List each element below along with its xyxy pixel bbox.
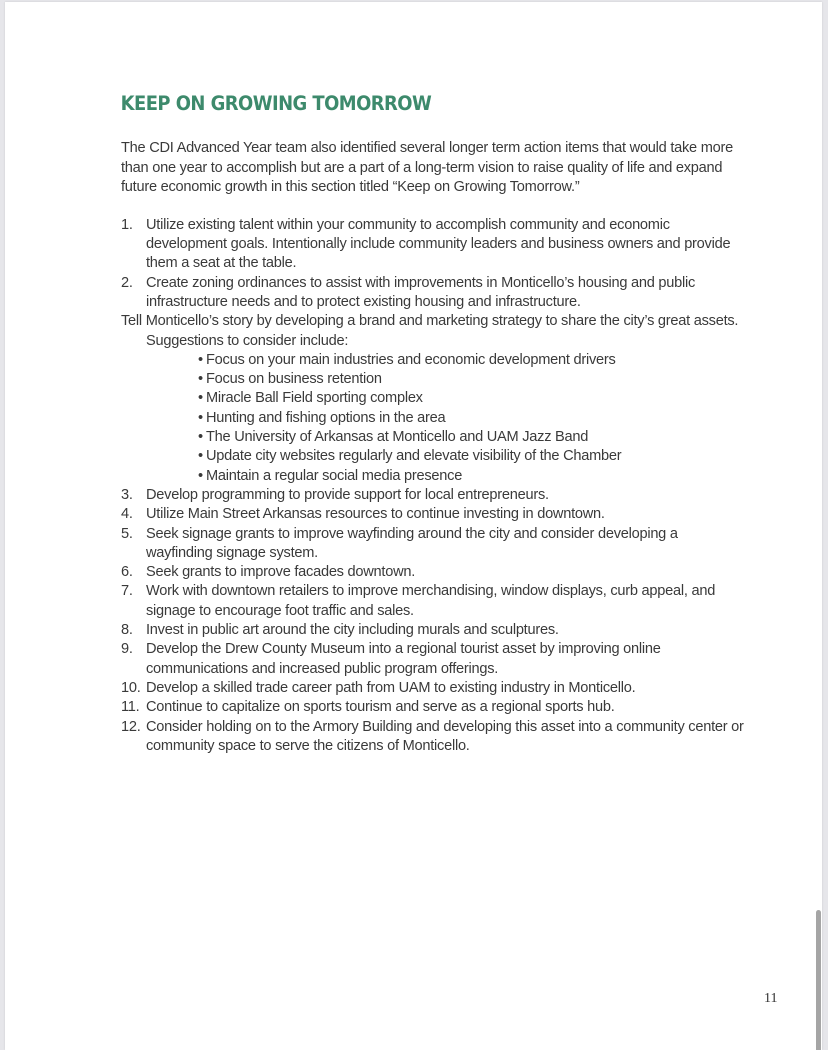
item-number: 1.	[121, 216, 133, 233]
list-item	[117, 525, 746, 564]
item-text: Seek grants to improve facades downtown.	[146, 564, 416, 581]
item-text: Utilize Main Street Arkansas resources to continue investing in downtown.	[146, 506, 605, 523]
document-page	[5, 2, 822, 1050]
section-title: KEEP ON GROWING TOMORROW	[120, 92, 432, 115]
item-text: Create zoning ordinances to assist with improvements in Monticello’s housing and public infrastructure needs and to protect existing housing and infrastructure.	[146, 274, 696, 310]
item-number: 8.	[121, 622, 133, 639]
list-item	[117, 505, 746, 524]
item-number: 2.	[121, 274, 133, 291]
item-text: Develop programming to provide support for local entrepreneurs.	[146, 486, 549, 503]
bullet-icon: •	[198, 390, 203, 407]
item-text: Seek signage grants to improve wayfinding around the city and consider developing a wayfinding signage system.	[146, 525, 678, 561]
suggestion-item	[146, 447, 746, 466]
list-item	[117, 640, 746, 679]
action-items-list	[117, 216, 757, 756]
suggestion-text: Update city websites regularly and elevate visibility of the Chamber	[206, 448, 622, 465]
item-text: Continue to capitalize on sports tourism and serve as a regional sports hub.	[146, 699, 615, 716]
item-text: Utilize existing talent within your community to accomplish community and economic development goals. Intentionally include community leaders and business owners and provide them a seat at the table.	[146, 216, 731, 272]
list-item	[117, 582, 746, 621]
bullet-icon: •	[198, 351, 203, 368]
list-item	[117, 718, 746, 757]
item-text: Consider holding on to the Armory Building and developing this asset into a community center or community space to serve the citizens of Monticello.	[146, 718, 744, 754]
bullet-icon: •	[198, 448, 203, 465]
bullet-icon: •	[198, 371, 203, 388]
item-text: Tell Monticello’s story by developing a brand and marketing strategy to share the city’s great assets. Suggestions to consider include:	[121, 313, 739, 349]
suggestion-item	[146, 409, 746, 428]
item-text: Develop a skilled trade career path from UAM to existing industry in Monticello.	[146, 679, 636, 696]
list-item	[117, 563, 746, 582]
item-text: Develop the Drew County Museum into a regional tourist asset by improving online communications and increased public program offerings.	[146, 641, 661, 677]
list-item	[117, 621, 746, 640]
suggestion-text: Miracle Ball Field sporting complex	[206, 390, 423, 407]
list-item	[117, 679, 746, 698]
item-number: 9.	[121, 641, 133, 658]
list-item-story	[117, 312, 746, 486]
item-number: 10.	[121, 679, 141, 696]
page-number: 11	[764, 991, 778, 1006]
list-item	[117, 698, 746, 717]
suggestions-list	[146, 351, 746, 486]
bullet-icon: •	[198, 429, 203, 446]
page-content	[117, 90, 757, 756]
suggestion-text: Hunting and fishing options in the area	[206, 409, 446, 426]
suggestion-item	[146, 467, 746, 486]
item-number: 3.	[121, 486, 133, 503]
item-text: Work with downtown retailers to improve merchandising, window displays, curb appeal, and signage to encourage foot traffic and sales.	[146, 583, 716, 619]
suggestion-item	[146, 428, 746, 447]
item-number: 6.	[121, 564, 133, 581]
suggestion-text: The University of Arkansas at Monticello and UAM Jazz Band	[206, 429, 589, 446]
item-number: 12.	[121, 718, 141, 735]
list-item	[117, 216, 746, 274]
suggestion-item	[146, 351, 746, 370]
suggestion-item	[146, 370, 746, 389]
bullet-icon: •	[198, 409, 203, 426]
item-number: 4.	[121, 506, 133, 523]
bullet-icon: •	[198, 467, 203, 484]
item-number: 11.	[121, 699, 140, 716]
item-number: 5.	[121, 525, 133, 542]
suggestion-text: Focus on your main industries and economic development drivers	[206, 351, 616, 368]
item-number: 7.	[121, 583, 133, 600]
suggestion-text: Maintain a regular social media presence	[206, 467, 463, 484]
list-item	[117, 486, 746, 505]
intro-paragraph: The CDI Advanced Year team also identified several longer term action items that would take more than one year to accomplish but are a part of a long-term vision to raise quality of life and expand future economic growth in this section titled “Keep on Growing Tomorrow.”	[121, 140, 733, 196]
vertical-scrollbar-thumb[interactable]	[816, 910, 821, 1050]
suggestion-text: Focus on business retention	[206, 371, 382, 388]
list-item	[117, 274, 746, 313]
suggestion-item	[146, 389, 746, 408]
item-text: Invest in public art around the city including murals and sculptures.	[146, 622, 559, 639]
